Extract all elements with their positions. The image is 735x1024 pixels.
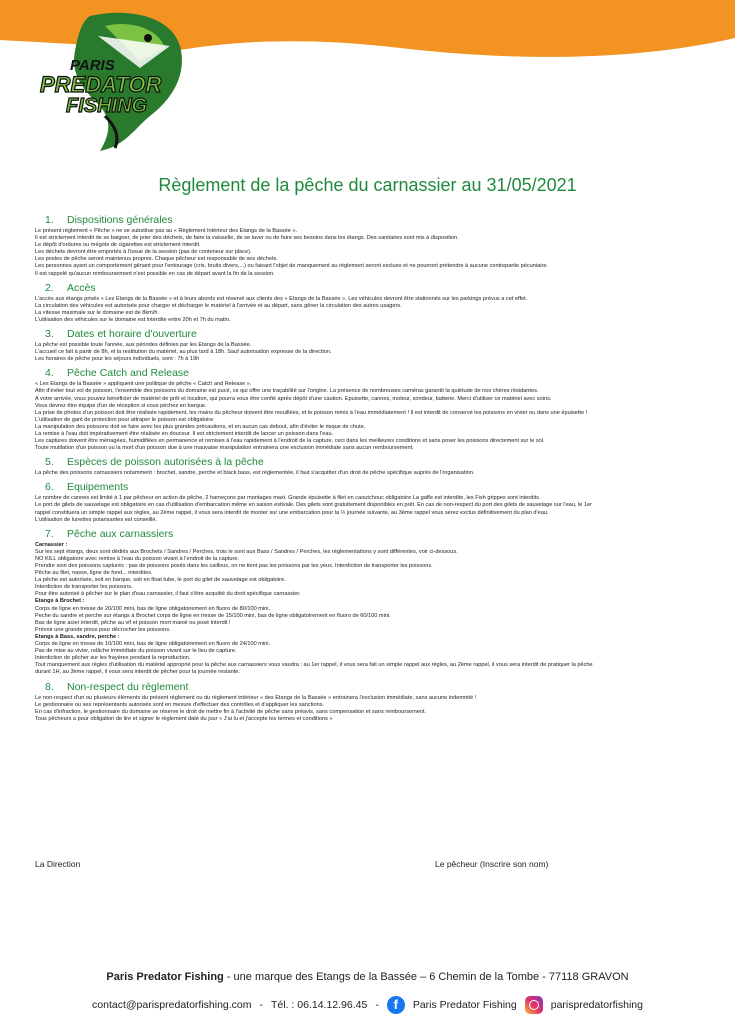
footer-brand: Paris Predator Fishing [106,971,224,983]
section-heading [45,328,705,340]
logo-text-predator: PREDATOR [40,72,162,97]
section-heading [45,456,705,468]
paragraph-line: Prévoir une grande pince pour décrocher les poissons. [35,626,171,633]
paragraph-line: La circulation des véhicules est autorisée pour charger et décharger le matériel à l'arrivée et au départ, sans gêner la circulation des autres usagers. [35,302,402,309]
footer-sep: - [259,999,264,1011]
footer-tagline: - une marque des Etangs de la Bassée – 6 Chemin de la Tombe - 77118 GRAVON [223,971,629,983]
paragraph-line: Interdiction de pêcher sur les frayères pendant la reproduction. [35,655,191,662]
paragraph-line: Il est rappelé qu'aucun remboursement n'est possible en cas de départ avant la fin de la session. [35,270,275,277]
paragraph-line: Bas de ligne acier interdit, pêche au vif et poisson mort manié ou posé interdit ! [35,619,231,626]
paragraph-line: Corps de ligne en tresse de 20/100 mini, bas de ligne obligatoirement en fluoro de 80/100 mini. [35,605,271,612]
paragraph-line: Étangs à Brochet : [35,598,85,605]
paragraph-line: Toute mutilation d'un poisson ou la mort d'un poisson due à une mauvaise manipulation entrainera une exclusion immédiate sans aucun remboursement. [35,445,414,452]
paragraph-line: Les déchets devront être emportés à l'issue de la session (pas de conteneur sur place). [35,249,252,256]
footer-instagram[interactable]: parispredatorfishing [550,999,643,1011]
section-number: 1. [45,214,54,226]
paragraph-line: L'utilisation de gant de protection pour attraper le poisson est obligatoire [35,416,214,423]
section-title: Accès [67,281,96,294]
section-heading [45,367,705,379]
paragraph-line: L'utilisation de lunettes polarisantes est conseillé. [35,516,158,523]
footer-sep: - [375,999,379,1011]
paragraph-line: Interdiction de transporter les poissons. [35,584,133,591]
facebook-icon[interactable]: f [387,996,405,1014]
section-title: Dates et horaire d'ouverture [67,328,197,341]
paragraph-line: Prendre soin des poissons capturés : pas de poissons posés dans les cailloux, on ne tient pas les poissons par les yeux. Interdiction de transporter les poissons. [35,563,433,569]
paragraph-line: Les captures doivent être ménagées, humidifiées en permanence et remises à l'eau rapidement à l'endroit de la capture, ceci dans les meilleures conditions et sans poser les poissons directement sur le sol. [35,438,545,445]
paragraph-line: Les personnes ayant un comportement gênant pour l'entourage (cris, bruits divers,...) ou faisant l'objet de manquement au règlement seront exclues et ne pourront prétendre à aucune contrepartie pécuniaire. [35,263,549,270]
section-heading [45,681,705,693]
predator-fishing-logo [30,6,200,156]
section-title: Pêche Catch and Release [67,367,189,380]
paragraph-line: La manipulation des poissons doit se faire avec les plus grandes précautions, et en aucun cas debout, afin d'éviter le risque de chute. [35,423,366,430]
paragraph-line: Le présent règlement « Pêche » ne se substitue pas au « Règlement Intérieur des Etangs de la Bassée ». [35,228,298,234]
section-title: Equipements [67,481,129,494]
section-heading [45,214,705,226]
paragraph-line: Pas de mise au vivier, relâche immédiate du poisson vivant sur le lieu de capture. [35,648,237,655]
paragraph-line: En cas d'infraction, le gestionnaire du domaine se réserve le droit de mettre fin à l'activité de pêche sans préavis, sans compensation et sans remboursement. [35,708,427,715]
paragraph-line: La prise de photos d'un poisson doit être réalisée rapidement, les mains du pêcheur doivent être mouillées, et le poisson remis à l'eau immédiatement ! Il est interdit de conservé les poissons en vivier ou dans une épuisette ! [35,409,588,416]
paragraph-line: La pêche des poissons carnassiers notamment : brochet, sandre, perche et black bass, est réglementée, il faut s'acquitter d'un droit de pêche spécifique auprès de l'organisation. [35,470,475,477]
section-title: Dispositions générales [67,214,173,226]
signature-direction: La Direction [35,859,81,869]
section-title: Espèces de poisson autorisées à la pêche [67,456,264,469]
paragraph-line: Pêche au filet, nasse, ligne de fond... interdites. [35,570,153,577]
paragraph-line: Le nombre de cannes est limité à 1 par pêcheur en action de pêche, 2 hameçons par montages maxi. Grande épuisette à filet en caoutchouc obligatoire La gaffe est interdite, les Fish grippes sont interdits. [35,495,541,502]
paragraph-line: Étangs à Bass, sandre, perche : [35,633,120,640]
paragraph-line: Corps de ligne en tresse de 10/100 mini, bas de ligne obligatoirement en fluoro de 24/100 mini. [35,641,271,648]
paragraph-line: Le port de gilets de sauvetage est obligatoire en cas d'utilisation d'embarcation même en saison estivale. Des gilets sont gratuitement disponibles en prêt. En cas de non-respect du port des gilets de sauvetage sur l'eau, le 1er [35,502,593,509]
paragraph-line: Il est strictement interdit de se baigner, de jeter des déchets, de faire la vaisselle, de se laver ou de faire ses besoins dans les étangs. Des sanitaires sont mis à disposition. [35,235,459,242]
paragraph-line: La pêche est autorisée, soit en barque, soit en float tube, le port du gilet de sauvetage est obligatoire. [35,577,286,584]
paragraph-line: L'utilisation des véhicules sur le domaine est interdite entre 20h et 7h du matin. [35,316,231,323]
paragraph-line: Sur les sept étangs, deux sont dédiés aux Brochets / Sandres / Perches, trois le sont aux Bass / Sandres / Perches, les réglementations y sont différentes, voir ci-dessous. [35,548,458,555]
paragraph-line: Le non-respect d'un ou plusieurs éléments du présent règlement ou du règlement intérieur « des Étangs de la Bassée » entrainera l'exclusion immédiate, sans aucune indemnité ! [35,694,477,701]
section-number: 7. [45,527,54,540]
section-title: Non-respect du règlement [67,680,189,693]
instagram-icon[interactable] [525,996,543,1014]
footer-address-line [0,971,735,983]
paragraph-line: Vous devrez être équipé d'un de réception si vous péchez en barque. [35,402,207,409]
paragraph-line: rappel constituera un simple rappel aux règles, au 2ème rappel, il vous sera interdit de monter sur une embarcation pour la ½ journée suivante, au 3ème rappel vous serez exclus définitivement du plan d'eau. [35,509,549,516]
paragraph-line: Les postes de pêche seront maintenus propres. Chaque pêcheur est responsable de ses déchets. [35,256,278,263]
section-number: 8. [45,680,54,693]
paragraph-line: Tous pêcheurs a pour obligation de lire et signer le règlement daté du jour « J'ai lu et j'accepte les termes et conditions » [35,715,333,722]
footer-email[interactable]: contact@parispredatorfishing.com [92,999,252,1011]
footer-phone: Tél. : 06.14.12.96.45 [271,999,368,1011]
section-number: 3. [45,328,54,341]
footer-contact-line [0,996,735,1014]
signature-fisherman: Le pêcheur (Inscrire son nom) [435,859,549,869]
logo-text-fishing: FISHING [66,95,148,117]
paragraph-line: La pêche est possible toute l'année, aux périodes définies par les Étangs de la Bassée. [35,342,252,349]
paragraph-line: Carnassier : [35,541,68,548]
paragraph-line: Pour être autorisé à pêcher sur le plan d'eau carnassier, il faut s'être acquitté du droit spécifique carnassier. [35,591,301,598]
section-heading [45,528,705,540]
section-number: 4. [45,367,54,380]
section-number: 5. [45,456,54,469]
page-title: Règlement de la pêche du carnassier au 31/05/2021 [158,175,577,195]
paragraph-line: A votre arrivée, vous pouvez bénéficier de matériel de prêt et location, qui pourra vous être confié après dépôt d'une caution. Epuisette, cannes, moteur, sondeur, batterie. Merci d'utiliser ce matériel avec soins. [35,395,552,402]
section-number: 2. [45,281,54,294]
regulation-body [35,210,705,723]
section-title: Pêche aux carnassiers [67,527,174,540]
section-heading [45,282,705,294]
section-number: 6. [45,481,54,494]
footer-facebook[interactable]: Paris Predator Fishing [412,999,517,1011]
section-heading [45,481,705,493]
paragraph-line: Afin d'éviter tout vol de poisson, l'ensemble des poissons du domaine est pucé, ce qui offre une traçabilité sur l'origine. La présence de nombreuses caméras garantit la quiétude de nos chères résidantes. [35,388,539,395]
paragraph-line: La remise à l'eau doit impérativement être réalisée en douceur. Il est strictement interdit de lancer un poisson dans l'eau. [35,430,334,437]
paragraph-line: « Les Etangs de la Bassée » appliquent une politique de pêche « Catch and Release ». [35,381,252,388]
paragraph-line: L'accueil ce fait à partir de 8h, et la restitution du matériel, au plus tard à 18h. Sauf autorisation expresse de la direction. [35,349,332,356]
paragraph-line: Le gestionnaire ou ses représentants autorisés sont en mesure d'effectuer des contrôles et d'appliquer les sanctions. [35,701,325,708]
logo-text-paris: PARIS [70,57,115,74]
paragraph-line: Peche du sandre et perche sur étangs à Brochet corps de ligne en tresse de 15/100 mini, bas de ligne obligatoirement en fluoro de 60/100 mini. [35,612,391,619]
paragraph-line: La vitesse maximale sur le domaine est de 8km/h. [35,309,160,316]
paragraph-line: L'accès aux étangs privés « Les Étangs de la Bassée » et à leurs abords est réservé aux clients des « Étangs de la Bassée ». Les véhicules devront être stationnés sur les parkings prévus a cet effet. [35,295,528,302]
paragraph-line: NO KILL obligatoire avec remise à l'eau du poisson vivant à l'endroit de la capture. [35,555,240,562]
paragraph-line: durant 1H, au 3ème rappel, il vous sera interdit de pêcher pour la journée restante. [35,669,240,676]
paragraph-line: Le dépôt d'ordures ou mégots de cigarettes est strictement interdit. [35,242,201,249]
paragraph-line: Tout manquement aux règles d'utilisation du matériel approprié pour la pêche aux carnassiers vous vaudra : au 1er rappel, il vous sera fait un simple rappel aux règles, au 2ème rappel, il vous sera interdit de pratiquer la pêche [35,662,593,669]
paragraph-line: Les horaires de pêche pour les séjours individuels, sont : 7h à 19h [35,356,200,363]
